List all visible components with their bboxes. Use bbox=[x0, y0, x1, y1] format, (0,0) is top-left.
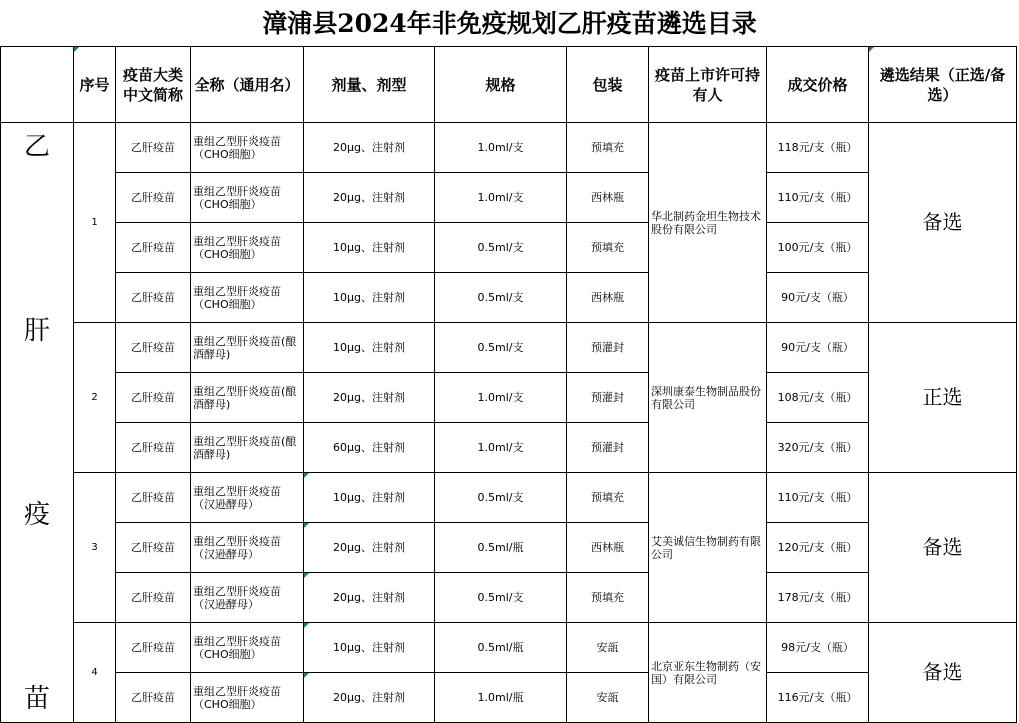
category-char: 乙 bbox=[23, 131, 50, 162]
dose-cell: 10μg、注射剂 bbox=[304, 623, 435, 673]
dose-cell: 10μg、注射剂 bbox=[304, 323, 435, 373]
full-name-cell: 重组乙型肝炎疫苗（汉逊酵母） bbox=[191, 473, 304, 523]
short-name-cell: 乙肝疫苗 bbox=[116, 173, 191, 223]
spec-cell: 1.0ml/支 bbox=[435, 423, 567, 473]
price-cell: 320元/支（瓶） bbox=[767, 423, 869, 473]
package-cell: 预灌封 bbox=[567, 323, 649, 373]
category-cell bbox=[1, 123, 74, 723]
spec-cell: 0.5ml/瓶 bbox=[435, 523, 567, 573]
package-cell: 预填充 bbox=[567, 573, 649, 623]
package-cell: 西林瓶 bbox=[567, 273, 649, 323]
category-char: 肝 bbox=[23, 315, 50, 346]
full-name-cell: 重组乙型肝炎疫苗（CHO细胞） bbox=[191, 173, 304, 223]
short-name-cell: 乙肝疫苗 bbox=[116, 423, 191, 473]
group-index: 4 bbox=[74, 623, 116, 723]
spec-cell: 1.0ml/支 bbox=[435, 173, 567, 223]
price-cell: 98元/支（瓶） bbox=[767, 623, 869, 673]
holder-cell: 艾美诚信生物制药有限公司 bbox=[649, 473, 767, 623]
price-cell: 110元/支（瓶） bbox=[767, 473, 869, 523]
full-name-cell: 重组乙型肝炎疫苗（CHO细胞） bbox=[191, 273, 304, 323]
header-package: 包装 bbox=[567, 47, 649, 123]
spec-cell: 1.0ml/支 bbox=[435, 123, 567, 173]
short-name-cell: 乙肝疫苗 bbox=[116, 223, 191, 273]
price-cell: 108元/支（瓶） bbox=[767, 373, 869, 423]
header-category bbox=[1, 47, 74, 123]
dose-cell: 20μg、注射剂 bbox=[304, 373, 435, 423]
dose-cell: 20μg、注射剂 bbox=[304, 573, 435, 623]
full-name-cell: 重组乙型肝炎疫苗（汉逊酵母） bbox=[191, 523, 304, 573]
spec-cell: 0.5ml/支 bbox=[435, 323, 567, 373]
spec-cell: 0.5ml/支 bbox=[435, 223, 567, 273]
dose-cell: 20μg、注射剂 bbox=[304, 673, 435, 723]
holder-cell: 华北制药金坦生物技术股份有限公司 bbox=[649, 123, 767, 323]
result-cell: 备选 bbox=[869, 623, 1017, 723]
table-row bbox=[1, 273, 1017, 323]
package-cell: 安瓿 bbox=[567, 623, 649, 673]
spec-cell: 0.5ml/支 bbox=[435, 273, 567, 323]
category-char: 苗 bbox=[23, 683, 50, 714]
dose-cell: 20μg、注射剂 bbox=[304, 173, 435, 223]
package-cell: 西林瓶 bbox=[567, 173, 649, 223]
package-cell: 预灌封 bbox=[567, 423, 649, 473]
group-index: 2 bbox=[74, 323, 116, 473]
table-row bbox=[1, 123, 1017, 173]
short-name-cell: 乙肝疫苗 bbox=[116, 473, 191, 523]
dose-cell: 20μg、注射剂 bbox=[304, 523, 435, 573]
header-result: 遴选结果（正选/备选） bbox=[869, 47, 1017, 123]
price-cell: 110元/支（瓶） bbox=[767, 173, 869, 223]
table-row bbox=[1, 673, 1017, 723]
header-full-name: 全称（通用名） bbox=[191, 47, 304, 123]
spec-cell: 0.5ml/支 bbox=[435, 473, 567, 523]
header-dose: 剂量、剂型 bbox=[304, 47, 435, 123]
result-cell: 正选 bbox=[869, 323, 1017, 473]
price-cell: 100元/支（瓶） bbox=[767, 223, 869, 273]
price-cell: 116元/支（瓶） bbox=[767, 673, 869, 723]
package-cell: 西林瓶 bbox=[567, 523, 649, 573]
table-row bbox=[1, 523, 1017, 573]
table-row bbox=[1, 423, 1017, 473]
category-char: 疫 bbox=[23, 499, 50, 530]
dose-cell: 10μg、注射剂 bbox=[304, 473, 435, 523]
header-spec: 规格 bbox=[435, 47, 567, 123]
spec-cell: 0.5ml/支 bbox=[435, 573, 567, 623]
short-name-cell: 乙肝疫苗 bbox=[116, 523, 191, 573]
group-index: 3 bbox=[74, 473, 116, 623]
package-cell: 预填充 bbox=[567, 223, 649, 273]
holder-cell: 北京亚东生物制药（安国）有限公司 bbox=[649, 623, 767, 723]
spec-cell: 1.0ml/瓶 bbox=[435, 673, 567, 723]
price-cell: 120元/支（瓶） bbox=[767, 523, 869, 573]
full-name-cell: 重组乙型肝炎疫苗(酿酒酵母) bbox=[191, 423, 304, 473]
short-name-cell: 乙肝疫苗 bbox=[116, 323, 191, 373]
vaccine-table bbox=[0, 46, 1017, 723]
package-cell: 安瓿 bbox=[567, 673, 649, 723]
short-name-cell: 乙肝疫苗 bbox=[116, 573, 191, 623]
short-name-cell: 乙肝疫苗 bbox=[116, 373, 191, 423]
header-holder: 疫苗上市许可持有人 bbox=[649, 47, 767, 123]
dose-cell: 20μg、注射剂 bbox=[304, 123, 435, 173]
header-row bbox=[1, 47, 1017, 123]
short-name-cell: 乙肝疫苗 bbox=[116, 123, 191, 173]
table-row bbox=[1, 473, 1017, 523]
table-row bbox=[1, 173, 1017, 223]
table-row bbox=[1, 223, 1017, 273]
price-cell: 178元/支（瓶） bbox=[767, 573, 869, 623]
price-cell: 90元/支（瓶） bbox=[767, 273, 869, 323]
spec-cell: 0.5ml/瓶 bbox=[435, 623, 567, 673]
full-name-cell: 重组乙型肝炎疫苗（CHO细胞） bbox=[191, 223, 304, 273]
full-name-cell: 重组乙型肝炎疫苗(酿酒酵母) bbox=[191, 373, 304, 423]
result-cell: 备选 bbox=[869, 123, 1017, 323]
full-name-cell: 重组乙型肝炎疫苗（CHO细胞） bbox=[191, 123, 304, 173]
page-title: 漳浦县2024年非免疫规划乙肝疫苗遴选目录 bbox=[262, 9, 757, 38]
header-price: 成交价格 bbox=[767, 47, 869, 123]
dose-cell: 60μg、注射剂 bbox=[304, 423, 435, 473]
full-name-cell: 重组乙型肝炎疫苗(酿酒酵母) bbox=[191, 323, 304, 373]
table-row bbox=[1, 623, 1017, 673]
short-name-cell: 乙肝疫苗 bbox=[116, 623, 191, 673]
dose-cell: 10μg、注射剂 bbox=[304, 273, 435, 323]
spec-cell: 1.0ml/支 bbox=[435, 373, 567, 423]
holder-cell: 深圳康泰生物制品股份有限公司 bbox=[649, 323, 767, 473]
full-name-cell: 重组乙型肝炎疫苗（CHO细胞） bbox=[191, 673, 304, 723]
price-cell: 118元/支（瓶） bbox=[767, 123, 869, 173]
package-cell: 预填充 bbox=[567, 473, 649, 523]
result-cell: 备选 bbox=[869, 473, 1017, 623]
full-name-cell: 重组乙型肝炎疫苗（汉逊酵母） bbox=[191, 573, 304, 623]
table-row bbox=[1, 323, 1017, 373]
dose-cell: 10μg、注射剂 bbox=[304, 223, 435, 273]
group-index: 1 bbox=[74, 123, 116, 323]
header-index: 序号 bbox=[74, 47, 116, 123]
short-name-cell: 乙肝疫苗 bbox=[116, 673, 191, 723]
short-name-cell: 乙肝疫苗 bbox=[116, 273, 191, 323]
package-cell: 预填充 bbox=[567, 123, 649, 173]
full-name-cell: 重组乙型肝炎疫苗（CHO细胞） bbox=[191, 623, 304, 673]
header-short-name: 疫苗大类中文简称 bbox=[116, 47, 191, 123]
table-row bbox=[1, 573, 1017, 623]
price-cell: 90元/支（瓶） bbox=[767, 323, 869, 373]
package-cell: 预灌封 bbox=[567, 373, 649, 423]
table-row bbox=[1, 373, 1017, 423]
